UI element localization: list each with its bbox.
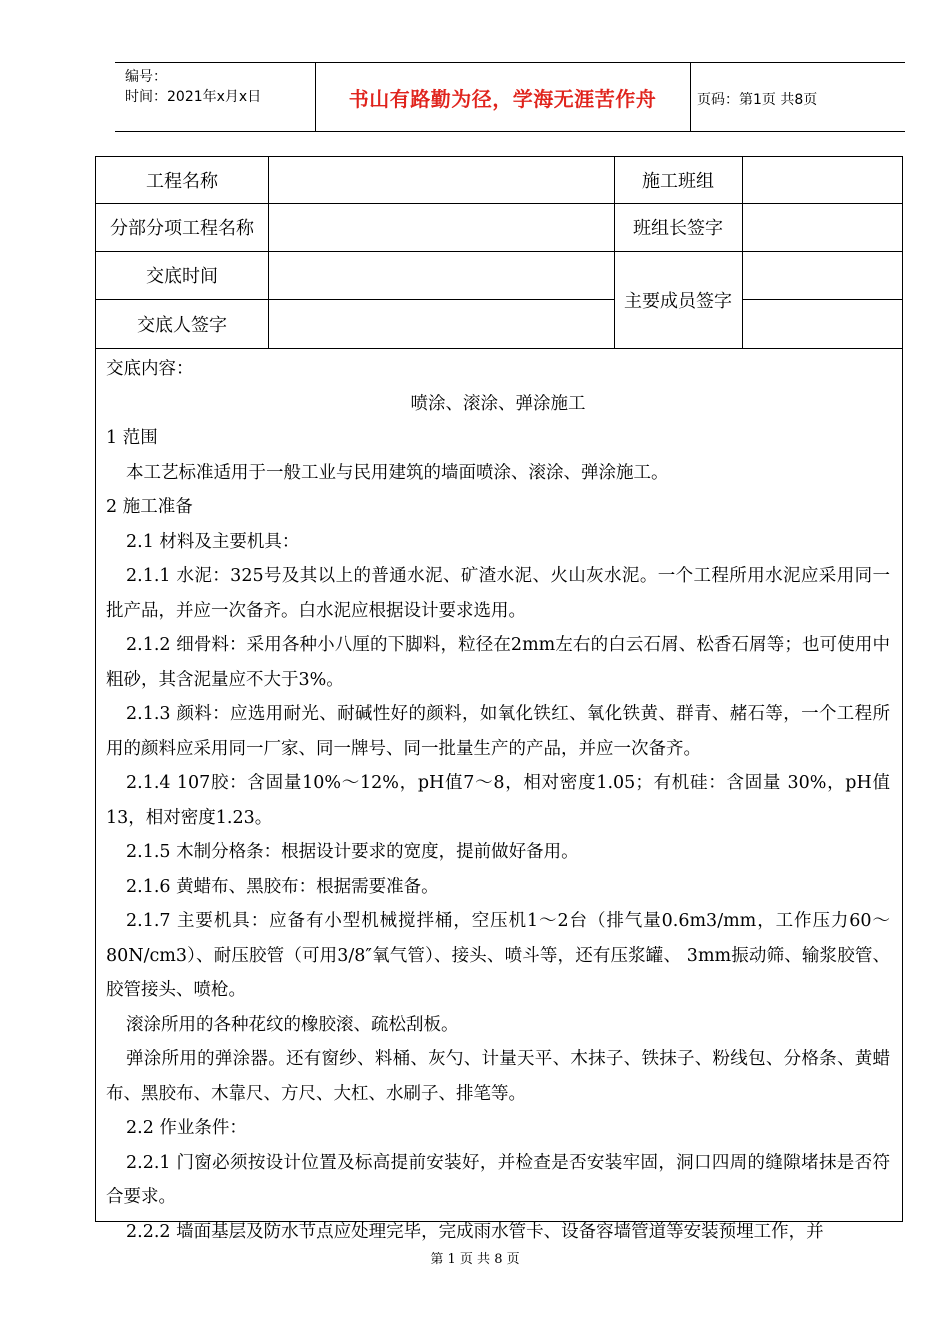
leader-sign-label: 班组长签字 xyxy=(633,218,723,239)
team-label: 施工班组 xyxy=(642,171,714,192)
para-roll-tools: 滚涂所用的各种花纹的橡胶滚、疏松刮板。 xyxy=(126,1014,459,1035)
content-intro: 交底内容： xyxy=(106,359,194,379)
time-label: 时间：2021年x月x日 xyxy=(125,89,262,105)
number-label: 编号： xyxy=(125,69,167,85)
section-2-2-heading: 2.2 作业条件： xyxy=(126,1118,247,1138)
motto: 书山有路勤为径，学海无涯苦作舟 xyxy=(348,87,657,111)
col-divider xyxy=(742,157,743,348)
header-divider xyxy=(690,63,691,131)
row-divider xyxy=(96,348,902,349)
page-label: 页码：第1页 共8页 xyxy=(697,92,818,108)
handover-time-label: 交底时间 xyxy=(146,266,218,287)
content-title: 喷涂、滚涂、弹涂施工 xyxy=(410,393,586,414)
para-2-1-3: 2.1.3 颜料：应选用耐光、耐碱性好的颜料，如氧化铁红、氧化铁黄、群青、赭石等，一个工程所用的颜料应采用同一厂家、同一牌号、同一批量生产的产品，并应一次备齐。 xyxy=(106,704,890,759)
header-meta xyxy=(125,67,261,107)
para-2-2-1: 2.2.1 门窗必须按设计位置及标高提前安装好，并检查是否安装牢固，洞口四周的缝隙堵抹是否符合要求。 xyxy=(106,1152,890,1207)
project-name-field xyxy=(268,157,614,203)
para-2-1-4: 2.1.4 107胶：含固量10%～12%，pH值7～8，相对密度1.05；有机硅：含固量 30%，pH值13，相对密度1.23。 xyxy=(106,773,890,828)
section-1-text: 本工艺标准适用于一般工业与民用建筑的墙面喷涂、滚涂、弹涂施工。 xyxy=(126,462,669,483)
para-2-1-7: 2.1.7 主要机具：应备有小型机械搅拌桶，空压机1～2台（排气量0.6m3/mm，工作压力60～80N/cm3）、耐压胶管（可用3/8″氧气管）、接头、喷斗等，还有压浆罐、 3mm振动筛、输浆胶管、胶管接头、喷枪。 xyxy=(106,911,890,1000)
para-spring-tools: 弹涂所用的弹涂器。还有窗纱、料桶、灰勺、计量天平、木抹子、铁抹子、粉线包、分格条、黄蜡布、黑胶布、木靠尺、方尺、大杠、水刷子、排笔等。 xyxy=(106,1049,890,1104)
para-2-2-2: 2.2.2 墙面基层及防水节点应处理完毕，完成雨水管卡、设备容墙管道等安装预埋工作，并 xyxy=(126,1221,824,1242)
para-2-1-5: 2.1.5 木制分格条：根据设计要求的宽度，提前做好备用。 xyxy=(126,842,579,862)
page-header xyxy=(115,62,905,132)
handover-form xyxy=(95,156,903,1242)
section-1-heading: 1 范围 xyxy=(106,428,158,448)
members-sign-label: 主要成员签字 xyxy=(624,290,732,312)
subproject-label: 分部分项工程名称 xyxy=(110,218,254,239)
page-footer: 第 1 页 共 8 页 xyxy=(430,1252,520,1267)
para-2-1-2: 2.1.2 细骨料：采用各种小八厘的下脚料，粒径在2mm左右的白云石屑、松香石屑等；也可使用中粗砂，其含泥量应不大于3%。 xyxy=(106,635,890,690)
section-2-1-heading: 2.1 材料及主要机具： xyxy=(126,531,300,552)
para-2-1-6: 2.1.6 黄蜡布、黑胶布：根据需要准备。 xyxy=(126,876,439,897)
handover-sign-label: 交底人签字 xyxy=(137,314,227,336)
project-name-label: 工程名称 xyxy=(146,171,218,192)
para-2-1-1: 2.1.1 水泥：325号及其以上的普通水泥、矿渣水泥、火山灰水泥。一个工程所用水泥应采用同一批产品，并应一次备齐。白水泥应根据设计要求选用。 xyxy=(106,566,890,621)
handover-content xyxy=(106,352,890,1249)
section-2-heading: 2 施工准备 xyxy=(106,497,193,517)
row-divider xyxy=(742,299,902,300)
